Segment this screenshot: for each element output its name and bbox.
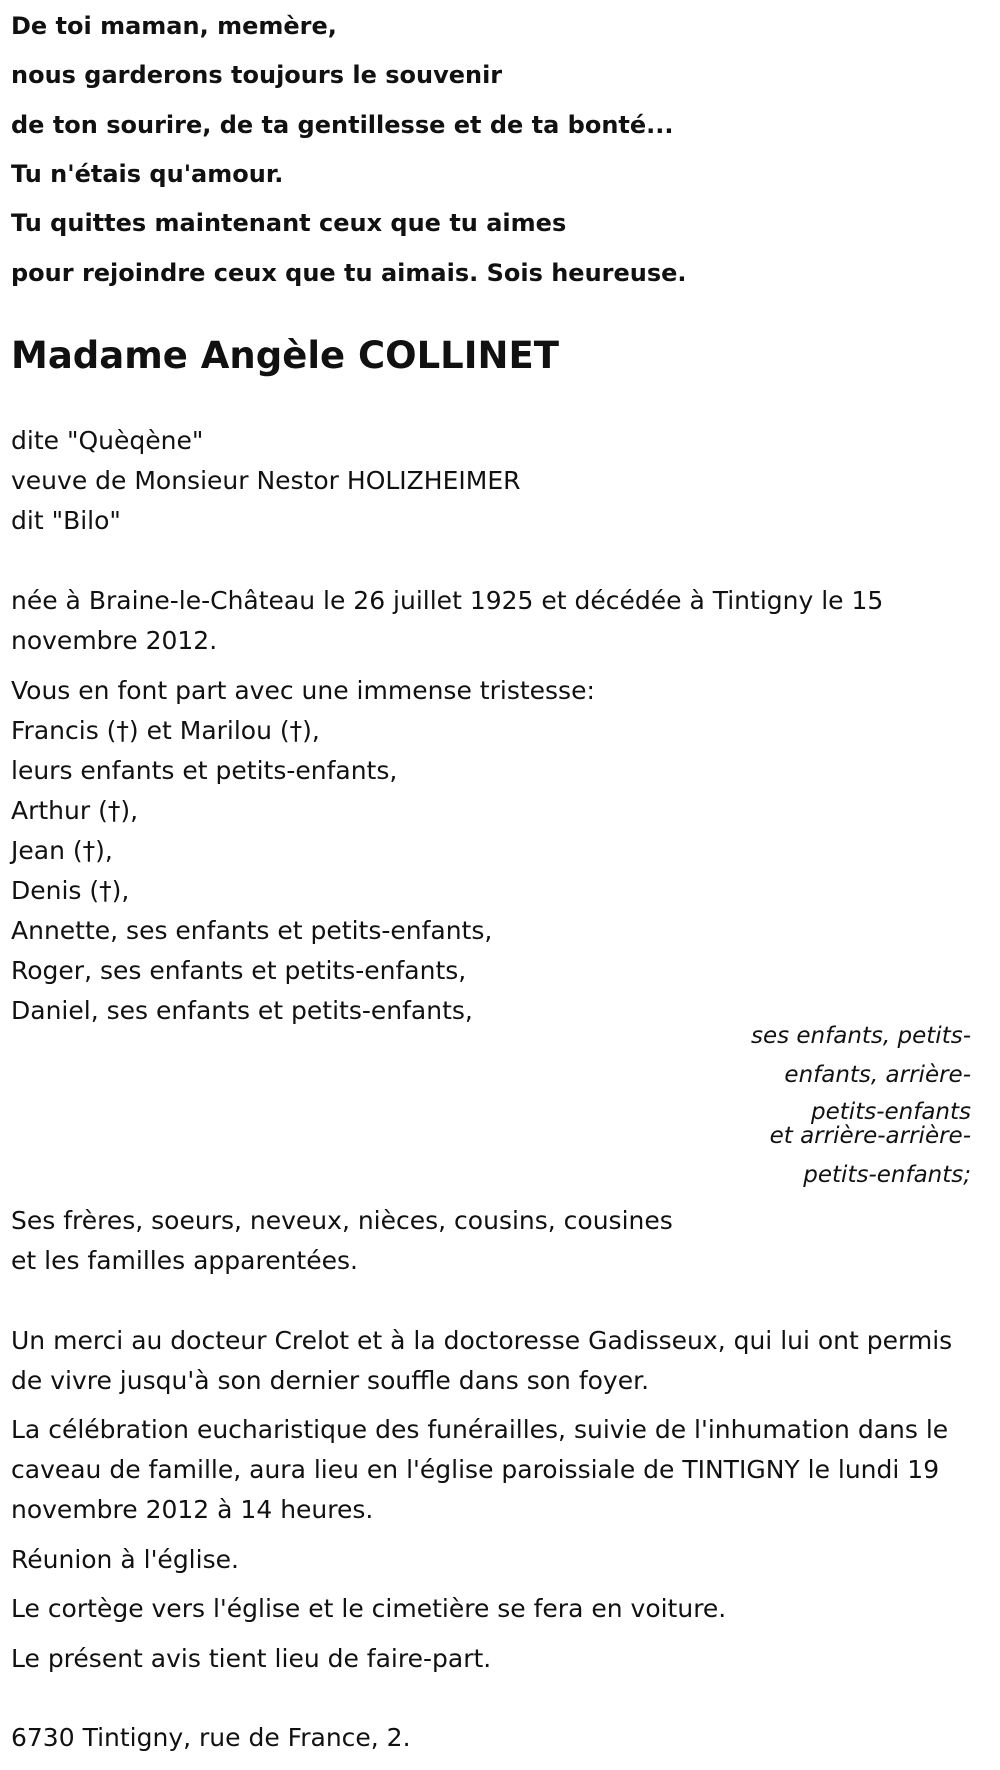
poem-line: pour rejoindre ceux que tu aimais. Sois heureuse.	[11, 259, 687, 287]
descendants-line: enfants, arrière-	[784, 1062, 971, 1088]
procession-info: Le cortège vers l'église et le cimetière se fera en voiture.	[11, 1594, 727, 1623]
family-member: Denis (†),	[11, 876, 130, 905]
poem-line: Tu quittes maintenant ceux que tu aimes	[11, 209, 567, 237]
family-member: Arthur (†),	[11, 796, 139, 825]
poem-line: de ton sourire, de ta gentillesse et de ta bonté...	[11, 111, 674, 139]
poem-line: nous garderons toujours le souvenir	[11, 61, 503, 89]
relatives-line: et les familles apparentées.	[11, 1246, 358, 1275]
birth-death: née à Braine-le-Château le 26 juillet 1925 et décédée à Tintigny le 15 novembre 2012.	[11, 586, 884, 655]
relatives-line: Ses frères, soeurs, neveux, nièces, cousins, cousines	[11, 1206, 673, 1235]
great-descendants-line: et arrière-arrière-	[769, 1123, 971, 1149]
meeting-info: Réunion à l'église.	[11, 1545, 239, 1574]
address: 6730 Tintigny, rue de France, 2.	[11, 1723, 411, 1752]
widow-of: veuve de Monsieur Nestor HOLIZHEIMER	[11, 466, 521, 495]
deceased-name: Madame Angèle COLLINET	[11, 334, 559, 377]
family-member: Francis (†) et Marilou (†),	[11, 716, 320, 745]
family-member: leurs enfants et petits-enfants,	[11, 756, 398, 785]
poem-line: De toi maman, memère,	[11, 12, 337, 40]
family-intro: Vous en font part avec une immense tristesse:	[11, 676, 595, 705]
thanks-paragraph: Un merci au docteur Crelot et à la doctoresse Gadisseux, qui lui ont permis de vivre jusqu'à son dernier souffle dans son foyer.	[11, 1326, 953, 1395]
family-member: Jean (†),	[11, 836, 113, 865]
spouse-nickname: dit "Bilo"	[11, 506, 121, 535]
ceremony-paragraph: La célébration eucharistique des funérailles, suivie de l'inhumation dans le caveau de famille, aura lieu en l'église paroissiale de TINTIGNY le lundi 19 novembre 2012 à 14 heures.	[11, 1415, 949, 1524]
poem-line: Tu n'étais qu'amour.	[11, 160, 284, 188]
great-descendants-note	[711, 1117, 971, 1195]
family-member: Daniel, ses enfants et petits-enfants,	[11, 996, 473, 1025]
deceased-nickname: dite "Quèqène"	[11, 426, 204, 455]
descendants-line: petits-enfants	[811, 1099, 971, 1125]
notice-info: Le présent avis tient lieu de faire-part.	[11, 1644, 492, 1673]
family-member: Roger, ses enfants et petits-enfants,	[11, 956, 467, 985]
descendants-note	[711, 1017, 971, 1132]
descendants-line: ses enfants, petits-	[750, 1023, 971, 1049]
great-descendants-line: petits-enfants;	[803, 1162, 971, 1188]
family-member: Annette, ses enfants et petits-enfants,	[11, 916, 493, 945]
